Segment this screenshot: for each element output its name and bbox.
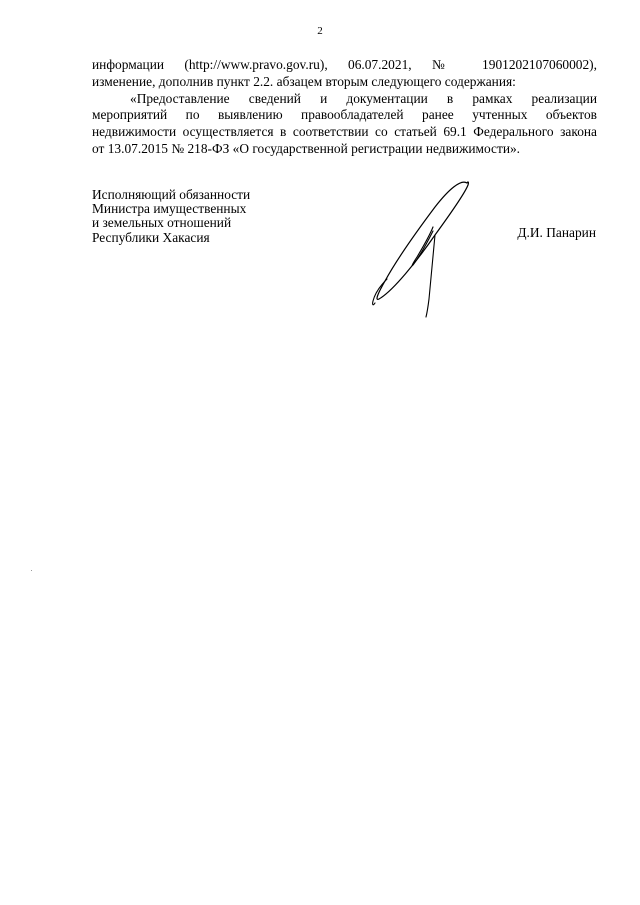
document-body bbox=[92, 57, 597, 158]
signatory-position-line-1: Исполняющий обязанности bbox=[92, 187, 251, 202]
page-number: 2 bbox=[317, 25, 323, 37]
body-line-5: недвижимости осуществляется в соответствии со статьей 69.1 Федерального закона bbox=[92, 124, 597, 140]
signatory-position-line-2: Министра имущественных bbox=[92, 201, 247, 217]
signatory-position bbox=[92, 188, 312, 245]
handwritten-signature-icon bbox=[365, 175, 480, 320]
scan-artifact bbox=[31, 570, 32, 571]
signer-name: Д.И. Панарин bbox=[517, 225, 596, 240]
body-line-4: мероприятий по выявлению правообладателей ранее учтенных объектов bbox=[92, 107, 597, 123]
signatory-position-line-3: и земельных отношений bbox=[92, 215, 232, 231]
body-line-1: информации (http://www.pravo.gov.ru), 06.07.2021, № 1901202107060002), bbox=[92, 57, 597, 72]
body-line-3: «Предоставление сведений и документации в рамках реализации bbox=[130, 90, 597, 106]
body-line-6: от 13.07.2015 № 218-ФЗ «О государственной регистрации недвижимости». bbox=[92, 140, 521, 156]
signatory-position-line-4: Республики Хакасия bbox=[92, 229, 210, 245]
body-line-2: изменение, дополнив пункт 2.2. абзацем вторым следующего содержания: bbox=[92, 73, 516, 89]
